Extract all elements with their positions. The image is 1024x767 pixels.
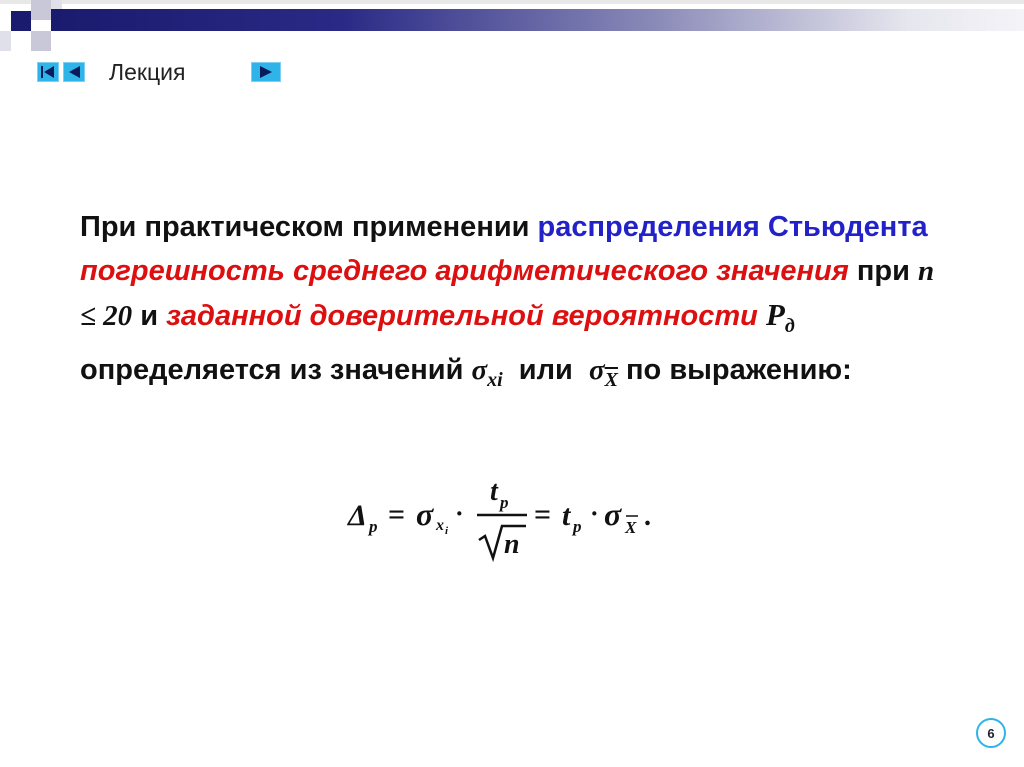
decor-square [11,11,31,31]
prev-slide-icon [66,65,82,79]
formula-sigma: σ [416,496,434,532]
main-paragraph [80,205,940,402]
text: определяется из значений [80,353,472,386]
formula-dot: · [455,499,464,528]
decor-square [31,0,51,20]
formula-sub: X [625,518,637,537]
top-border [0,0,1024,4]
formula-end: . [644,501,651,532]
formula-eq: = [534,498,552,531]
formula-n: n [504,529,520,560]
formula-eq: = [388,498,406,531]
confidence-term: заданной доверительной вероятности [166,300,758,332]
nav-group-right [251,61,281,83]
formula-delta: Δ [348,499,367,532]
page-number: 6 [976,718,1006,748]
section-label: Лекция [109,59,186,85]
formula-t: t [490,476,498,507]
formula-t: t [562,499,571,532]
symbol-P: P [765,297,785,332]
text: по выражению: [617,353,852,386]
condition-n: n ≤ 20 [80,255,935,332]
first-slide-icon [40,65,56,79]
student-distribution-term: распределения Стьюдента [537,211,928,243]
subscript-xi: xi [487,368,503,391]
header-bar [51,9,1024,31]
text: при [848,255,918,287]
formula-sub: i [445,525,449,537]
formula-sub: p [369,517,378,536]
symbol-sigma: σ [471,353,488,386]
next-slide-button[interactable] [251,62,281,82]
formula-sub: x [436,517,444,534]
text: При практическом применении [80,211,538,243]
error-term: погрешность среднего арифметического значения [80,255,849,287]
symbol-sigma: σ [588,353,605,386]
formula [340,470,680,570]
text: или [502,353,589,386]
formula-sub: p [573,517,582,536]
formula-dot: · [590,499,599,528]
prev-slide-button[interactable] [63,62,85,82]
space [758,300,766,332]
decor-square [0,31,11,51]
first-slide-button[interactable] [37,62,59,82]
subscript-xbar: X [604,368,618,391]
next-slide-icon [257,65,275,79]
nav-group-left [37,61,85,83]
formula-sub: p [500,493,509,512]
formula-sigma: σ [604,496,622,532]
text: и [132,300,167,332]
decor-square [31,31,51,51]
subscript-d: д [784,314,795,337]
